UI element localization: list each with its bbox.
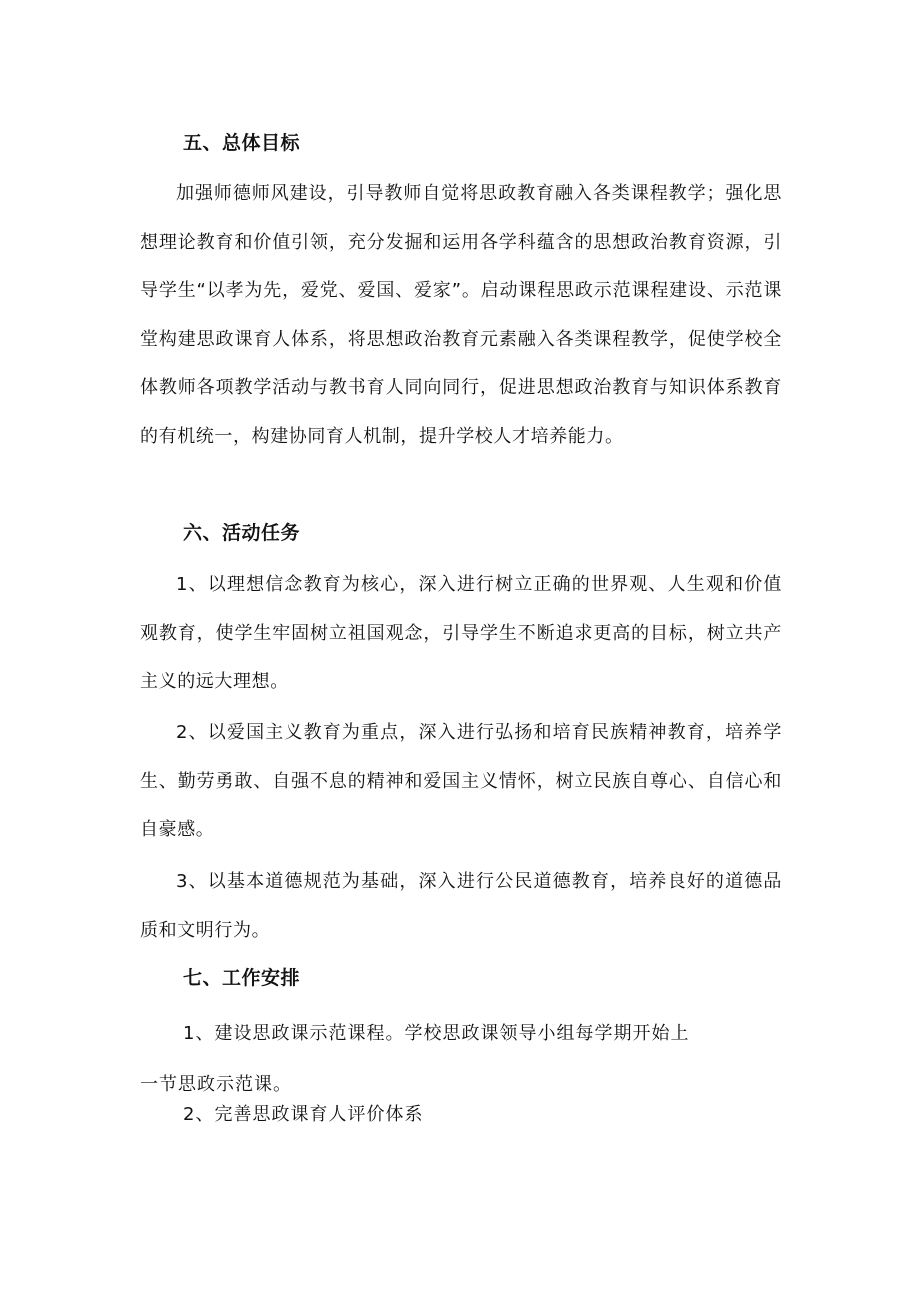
section-heading-overall-goals: 五、总体目标 — [183, 132, 301, 154]
paragraph-overall-goals: 加强师德师风建设，引导教师自觉将思政教育融入各类课程教学；强化思想理论教育和价值引领，充分发掘和运用各学科蕴含的思想政治教育资源，引导学生“以孝为先，爱党、爱国、爱家”。启动课程思政示范课程建设、示范课堂构建思政课育人体系，将思想政治教育元素融入各类课程教学，促使学校全体教师各项教学活动与教书育人同向同行，促进思想政治教育与知识体系教育的有机统一，构建协同育人机制，提升学校人才培养能力。 — [140, 183, 782, 447]
section-heading-activity-tasks: 六、活动任务 — [183, 522, 301, 544]
work-item-2: 2、完善思政课育人评价体系 — [183, 1104, 424, 1125]
paragraph-task-3: 3、以基本道德规范为基础，深入进行公民道德教育，培养良好的道德品质和文明行为。 — [140, 871, 782, 941]
section-heading-work-arrangement: 七、工作安排 — [183, 967, 301, 989]
paragraph-task-1: 1、以理想信念教育为核心，深入进行树立正确的世界观、人生观和价值观教育，使学生牢固树立祖国观念，引导学生不断追求更高的目标，树立共产主义的远大理想。 — [140, 574, 782, 692]
work-item-1: 1、建设思政课示范课程。学校思政课领导小组每学期开始上 — [183, 1023, 690, 1044]
work-item-1-continued: 一节思政示范课。 — [140, 1074, 292, 1095]
paragraph-task-2: 2、以爱国主义教育为重点，深入进行弘扬和培育民族精神教育，培养学生、勤劳勇敢、自强不息的精神和爱国主义情怀，树立民族自尊心、自信心和自豪感。 — [140, 722, 782, 840]
